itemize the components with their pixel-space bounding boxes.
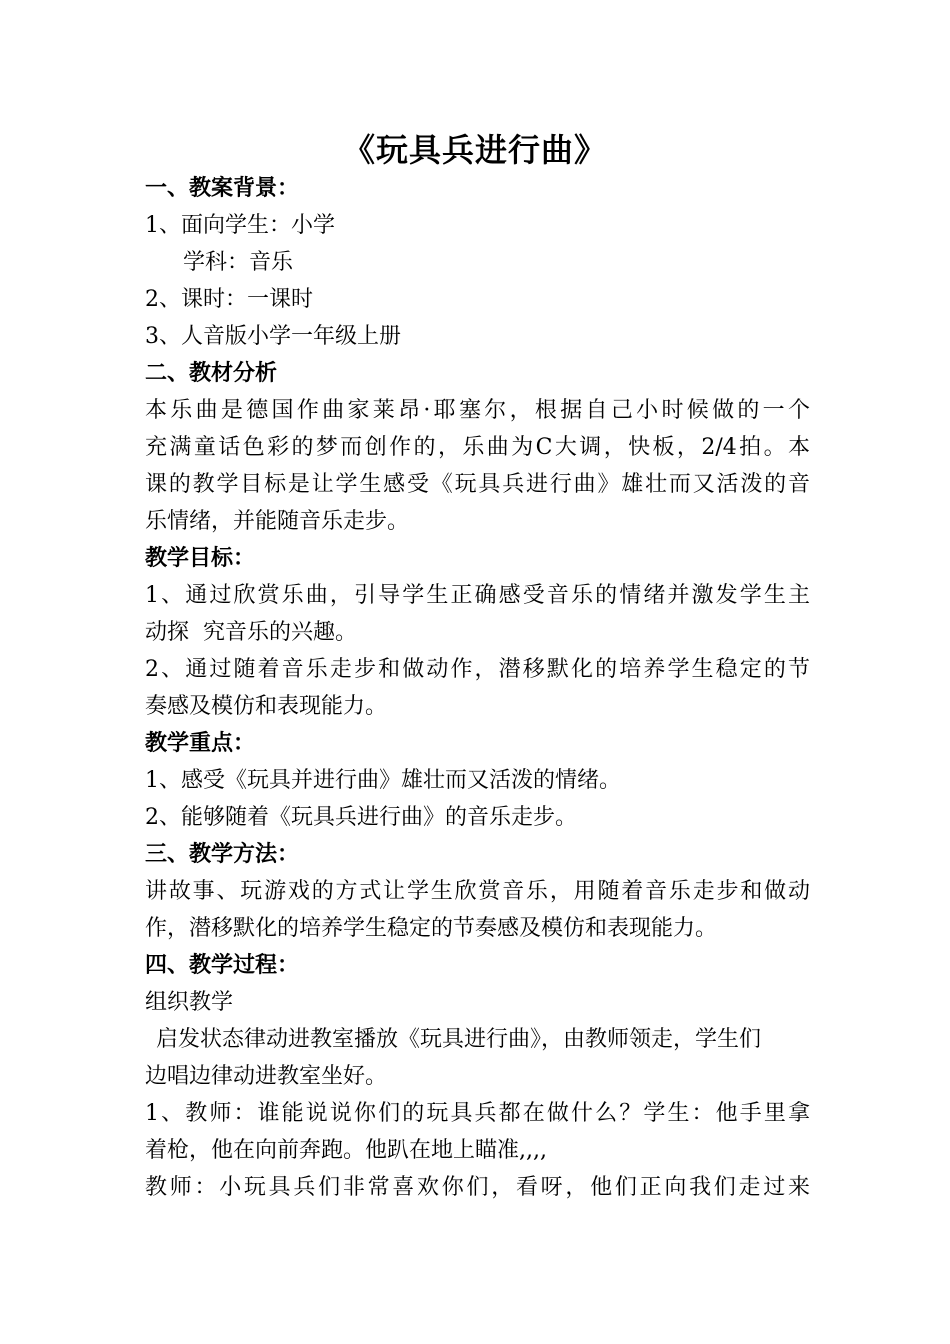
paragraph-line: 边唱边律动进教室坐好。 bbox=[145, 1064, 388, 1089]
paragraph-line: 动探 究音乐的兴趣。 bbox=[145, 620, 357, 645]
document-body bbox=[145, 170, 810, 1206]
section-heading-key-points: 教学重点： bbox=[145, 731, 256, 756]
paragraph-line: 学科：音乐 bbox=[183, 250, 294, 275]
paragraph-line: 2、课时：一课时 bbox=[145, 287, 313, 312]
paragraph-line: 1、教师：谁能说说你们的玩具兵都在做什么？学生：他手里拿 bbox=[145, 1101, 810, 1126]
document-title: 《玩具兵进行曲》 bbox=[342, 131, 607, 169]
paragraph-line: 本乐曲是德国作曲家莱昂·耶塞尔，根据自己小时候做的一个 bbox=[145, 398, 810, 423]
paragraph-line: 启发状态律动进教室播放《玩具进行曲》，由教师领走，学生们 bbox=[156, 1027, 762, 1052]
section-heading-teaching-goals: 教学目标： bbox=[145, 546, 256, 571]
paragraph-line: 3、人音版小学一年级上册 bbox=[145, 324, 401, 349]
paragraph-line: 组织教学 bbox=[145, 990, 234, 1015]
paragraph-line: 讲故事、玩游戏的方式让学生欣赏音乐，用随着音乐走步和做动 bbox=[145, 879, 810, 904]
paragraph-line: 2、能够随着《玩具兵进行曲》的音乐走步。 bbox=[145, 805, 577, 830]
section-heading-background: 一、教案背景： bbox=[145, 176, 300, 201]
paragraph-line: 着枪，他在向前奔跑。他趴在地上瞄准,,,, bbox=[145, 1138, 547, 1163]
paragraph-line: 作，潜移默化的培养学生稳定的节奏感及模仿和表现能力。 bbox=[145, 916, 718, 941]
paragraph-line: 奏感及模仿和表现能力。 bbox=[145, 694, 388, 719]
paragraph-line: 充满童话色彩的梦而创作的，乐曲为C大调，快板，2/4拍。本 bbox=[145, 435, 810, 460]
paragraph-line: 2、通过随着音乐走步和做动作，潜移默化的培养学生稳定的节 bbox=[145, 657, 810, 682]
paragraph-line: 乐情绪，并能随音乐走步。 bbox=[145, 509, 410, 534]
section-heading-material-analysis: 二、教材分析 bbox=[145, 361, 278, 386]
section-heading-teaching-process: 四、教学过程： bbox=[145, 953, 300, 978]
paragraph-line: 1、通过欣赏乐曲，引导学生正确感受音乐的情绪并激发学生主 bbox=[145, 583, 810, 608]
section-heading-teaching-methods: 三、教学方法： bbox=[145, 842, 300, 867]
paragraph-line: 1、面向学生：小学 bbox=[145, 213, 335, 238]
paragraph-line: 1、感受《玩具并进行曲》雄壮而又活泼的情绪。 bbox=[145, 768, 621, 793]
paragraph-line: 课的教学目标是让学生感受《玩具兵进行曲》雄壮而又活泼的音 bbox=[145, 472, 810, 497]
paragraph-line: 教师：小玩具兵们非常喜欢你们，看呀，他们正向我们走过来 bbox=[145, 1175, 810, 1200]
